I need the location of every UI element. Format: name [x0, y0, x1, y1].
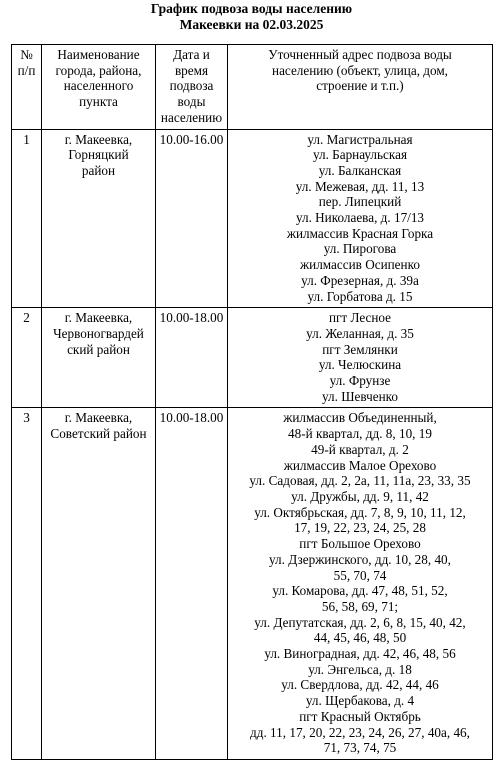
header-locality-line: Наименование	[57, 47, 140, 62]
address-line: ул. Шевченко	[322, 388, 398, 404]
water-schedule-table	[11, 44, 493, 760]
title-line-2: Макеевки на 02.03.2025	[179, 16, 324, 32]
header-datetime	[156, 45, 228, 130]
address-line: пгт Большое Орехово	[299, 536, 421, 552]
table-row	[12, 408, 493, 759]
address-line: ул. Свердлова, дд. 42, 44, 46	[281, 677, 439, 693]
row-locality	[42, 408, 156, 759]
address-line: пгт Землянки	[322, 341, 398, 357]
header-locality-line: пункта	[79, 94, 118, 110]
row-addresses	[228, 129, 493, 308]
address-line: пер. Липецкий	[318, 194, 402, 210]
document-title	[0, 1, 503, 32]
locality-line: ский район	[67, 341, 130, 357]
row-locality	[42, 308, 156, 408]
locality-line: район	[81, 162, 116, 178]
locality-line: г. Макеевка,	[64, 310, 133, 326]
header-address-line: строение и т.п.)	[316, 78, 404, 94]
address-line: ул. Энгельса, д. 18	[308, 661, 412, 677]
locality-line: г. Макеевка,	[64, 131, 133, 147]
row-num: 2	[12, 308, 42, 408]
header-datetime-line: время	[174, 62, 209, 78]
address-line: ул. Комарова, дд. 47, 48, 51, 52,	[272, 583, 448, 599]
address-line: ул. Дзержинского, дд. 10, 28, 40,	[269, 551, 451, 567]
address-line: жилмассив Объединенный,	[283, 410, 437, 426]
title-line-1: График подвоза воды населению	[150, 1, 353, 16]
header-address-line: Уточненный адрес подвоза воды	[268, 47, 452, 62]
row-time: 10.00-18.00	[156, 408, 228, 759]
header-datetime-line: населению	[160, 109, 223, 125]
address-line: 71, 73, 74, 75	[323, 740, 397, 756]
address-line: жилмассив Красная Горка	[286, 225, 434, 241]
header-num-line: №	[20, 47, 33, 62]
row-num: 3	[12, 408, 42, 759]
row-num: 1	[12, 129, 42, 308]
address-line: ул. Магистральная	[307, 131, 413, 147]
address-line: ул. Фрезерная, д. 39а	[301, 272, 419, 288]
locality-line: Червоногвардей	[53, 325, 144, 341]
address-line: жилмассив Малое Орехово	[283, 457, 437, 473]
address-line: ул. Дружбы, дд. 9, 11, 42	[291, 488, 429, 504]
address-line: ул. Барнаульская	[312, 147, 408, 163]
address-line: ул. Виноградная, дд. 42, 46, 48, 56	[264, 646, 456, 662]
address-line: ул. Челюскина	[318, 357, 402, 373]
address-line: ул. Фрунзе	[329, 373, 391, 389]
row-time: 10.00-18.00	[156, 308, 228, 408]
address-line: 49-й квартал, д. 2	[311, 441, 409, 457]
address-line: 17, 19, 22, 23, 24, 25, 28	[294, 520, 426, 536]
address-line: 56, 58, 69, 71;	[321, 598, 399, 614]
address-line: ул. Депутатская, дд. 2, 6, 8, 15, 40, 42,	[254, 614, 466, 630]
header-locality-line: города, района,	[55, 62, 142, 78]
address-line: ул. Балканская	[318, 162, 402, 178]
row-addresses	[228, 408, 493, 759]
header-locality-line: населенного	[63, 78, 134, 94]
table-row	[12, 129, 493, 308]
address-line: ул. Николаева, д. 17/13	[295, 210, 425, 226]
address-line: ул. Горбатова д. 15	[307, 288, 413, 304]
header-datetime-line: Дата и	[173, 47, 210, 62]
address-line: ул. Пирогова	[323, 241, 397, 257]
row-locality	[42, 129, 156, 308]
table-header-row	[12, 45, 493, 130]
header-datetime-line: воды	[177, 94, 206, 110]
address-line: пгт Лесное	[328, 310, 392, 326]
header-num-line: п/п	[17, 62, 36, 78]
address-line: 44, 45, 46, 48, 50	[313, 630, 407, 646]
header-datetime-line: подвоза	[169, 78, 214, 94]
locality-line: г. Макеевка,	[64, 410, 133, 426]
row-addresses	[228, 308, 493, 408]
address-line: ул. Желанная, д. 35	[306, 325, 414, 341]
address-line: дд. 11, 17, 20, 22, 23, 24, 26, 27, 40а, 46,	[250, 724, 470, 740]
address-line: 48-й квартал, дд. 8, 10, 19	[288, 426, 432, 442]
address-line: ул. Межевая, дд. 11, 13	[295, 178, 425, 194]
address-line: ул. Щербакова, д. 4	[305, 693, 415, 709]
header-num	[12, 45, 42, 130]
table-row	[12, 308, 493, 408]
address-line: ул. Октябрьская, дд. 7, 8, 9, 10, 11, 12,	[254, 504, 466, 520]
address-line: пгт Красный Октябрь	[299, 708, 421, 724]
header-address	[228, 45, 493, 130]
address-line: жилмассив Осипенко	[300, 257, 420, 273]
address-line: 55, 70, 74	[333, 567, 387, 583]
address-line: ул. Садовая, дд. 2, 2а, 11, 11а, 23, 33, 35	[249, 473, 471, 489]
locality-line: Горняцкий	[68, 147, 129, 163]
header-address-line: населению (объект, улица, дом,	[272, 62, 448, 78]
row-time: 10.00-16.00	[156, 129, 228, 308]
locality-line: Советский район	[50, 426, 147, 442]
header-locality	[42, 45, 156, 130]
